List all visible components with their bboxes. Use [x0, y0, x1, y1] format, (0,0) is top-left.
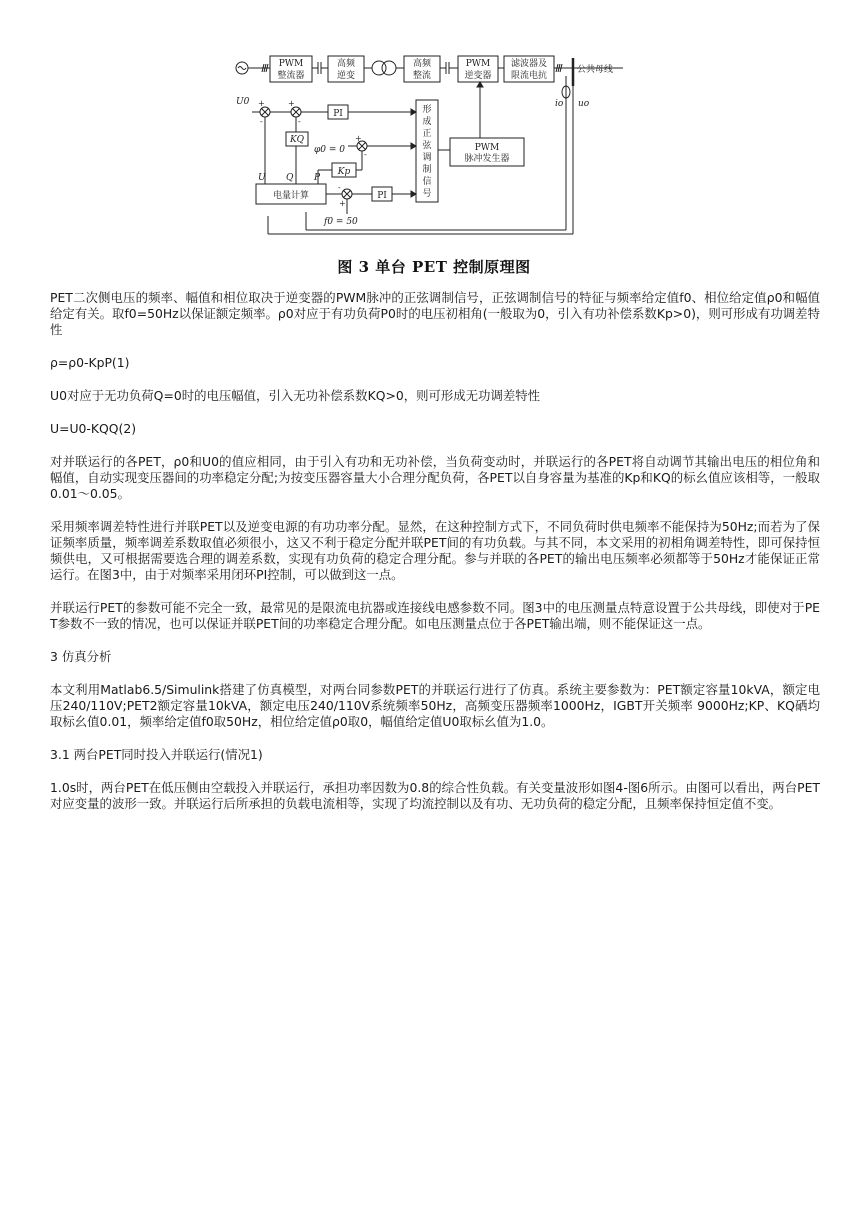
- kq-label: KQ: [289, 135, 305, 145]
- power-calc-label: 电量计算: [272, 191, 310, 201]
- figure-caption: 图 3 单台 PET 控制原理图: [337, 258, 531, 276]
- paragraph-reactive: U0对应于无功负荷Q=0时的电压幅值，引入无功补偿系数KQ>0，则可形成无功调差特性: [50, 388, 541, 403]
- kp-label: Kp: [337, 167, 351, 177]
- sum3-plus-sign: +: [355, 134, 362, 143]
- paragraph-parallel: 对并联运行的各PET，ρ0和U0的值应相同，由于引入有功和无功补偿，当负荷变动时，并联运行的各PET将自动调节其输出电压的相位角和幅值，自动实现变压器间的功率稳定分配;为按变压器容量大小合理分配负荷，各PET以自身容量为基准的Kp和KQ的标幺值应该相等，一般取0.01～0.05。: [50, 454, 820, 501]
- sine-signal-char-8: 号: [422, 189, 432, 199]
- pi-upper-label: PI: [333, 109, 343, 119]
- paragraph-intro: PET二次侧电压的频率、幅值和相位取决于逆变器的PWM脉冲的正弦调制信号，正弦调制信号的特征与频率给定值f0、相位给定值ρ0和幅值给定有关。取f0=50Hz以保证额定频率。ρ0对应于有功负荷P0时的电压初相角(一般取为0，引入有功补偿系数Kp>0)，则可形成有功调差特性: [50, 290, 820, 337]
- hf-rectifier-label-1: 高频: [412, 59, 432, 69]
- u-label: U: [258, 173, 266, 183]
- sum1-plus-sign: +: [258, 99, 265, 108]
- pwm-generator-label-2: 脉冲发生器: [464, 154, 510, 164]
- pwm-inverter-label-1: PWM: [465, 59, 491, 69]
- phi0-label: φ0 = 0: [314, 145, 346, 155]
- sine-signal-char-3: 正: [422, 129, 432, 139]
- paragraph-frequency: 采用频率调差特性进行并联PET以及逆变电源的有功功率分配。显然，在这种控制方式下，不同负荷时供电频率不能保持为50Hz;而若为了保证频率质量，频率调差系数取值必须很小，这又不利于稳定分配并联PET间的有功负载。与其不同，本文采用的初相角调差特性，即可保持恒频供电，又可根据需要选合理的调差系数，实现有功负荷的稳定合理分配。参与并联的各PET的输出电压频率必须都等于50Hz才能保证正常运行。在图3中，由于对频率采用闭环PI控制，可以做到这一点。: [50, 519, 820, 582]
- pi-lower-label: PI: [377, 191, 387, 201]
- paragraph-case1: 1.0s时，两台PET在低压侧由空载投入并联运行，承担功率因数为0.8的综合性负载。有关变量波形如图4-图6所示。由图可以看出，两台PET对应变量的波形一致。并联运行后所承担的负载电流相等，实现了均流控制以及有功、无功负荷的稳定分配，且频率保持恒定值不变。: [50, 780, 820, 811]
- article-body: [50, 290, 820, 829]
- sum2-plus-sign: +: [288, 99, 295, 108]
- sum4-plus-sign: +: [339, 199, 346, 208]
- io-label: io: [555, 99, 564, 109]
- equation-1: ρ=ρ0-KpP(1): [50, 355, 130, 370]
- filter-label-2: 限流电抗: [510, 71, 548, 81]
- sine-signal-char-7: 信: [422, 177, 432, 187]
- p-label: P: [314, 173, 321, 183]
- pwm-inverter-label-2: 逆变器: [464, 71, 492, 81]
- sine-signal-char-2: 成: [422, 117, 432, 127]
- sum1-minus-sign: -: [260, 117, 263, 126]
- bus-label: 公共母线: [577, 65, 614, 75]
- control-diagram-figure: [228, 54, 638, 254]
- sum2-minus-sign: -: [298, 117, 301, 126]
- pwm-generator-label-1: PWM: [474, 143, 500, 153]
- paragraph-parameters: 并联运行PET的参数可能不完全一致，最常见的是限流电抗器或连接线电感参数不同。图3中的电压测量点特意设置于公共母线，即使对于PET参数不一致的情况，也可以保证并联PET间的功率稳定合理分配。如电压测量点位于各PET输出端，则不能保证这一点。: [50, 600, 820, 631]
- subsection-heading-case1: 3.1 两台PET同时投入并联运行(情况1): [50, 747, 263, 762]
- hf-inverter-label-2: 逆变: [336, 71, 356, 81]
- pwm-rectifier-label-1: PWM: [278, 59, 304, 69]
- control-diagram: [228, 54, 638, 254]
- sum4-minus-sign: -: [338, 183, 341, 192]
- f0-label: f0 = 50: [324, 217, 358, 227]
- hf-rectifier-label-2: 整流: [412, 71, 432, 81]
- equation-2: U=U0-KQQ(2): [50, 421, 137, 436]
- sine-signal-char-4: 弦: [422, 141, 432, 151]
- sum3-minus-sign: -: [364, 150, 367, 159]
- sine-signal-char-1: 形: [422, 105, 432, 115]
- filter-label-1: 滤波器及: [510, 59, 548, 69]
- uo-label: uo: [578, 99, 590, 109]
- q-label: Q: [286, 173, 294, 183]
- pwm-rectifier-label-2: 整流器: [277, 71, 305, 81]
- hf-inverter-label-1: 高频: [336, 59, 356, 69]
- sine-signal-char-5: 调: [422, 153, 432, 163]
- section-heading-simulation: 3 仿真分析: [50, 649, 112, 664]
- sine-signal-char-6: 制: [422, 165, 432, 175]
- u0-label: U0: [236, 97, 250, 107]
- paragraph-simulation: 本文利用Matlab6.5/Simulink搭建了仿真模型，对两台同参数PET的并联运行进行了仿真。系统主要参数为：PET额定容量10kVA，额定电压240/110V;PET2额定容量10kVA，额定电压240/110V系统频率50Hz，高频变压器频率1000Hz，IGBT开关频率 9000Hz;KP、KQ硒均取标幺值0.01，频率给定值f0取50Hz，相位给定值ρ0取0，幅值给定值U0取标幺值为1.0。: [50, 682, 820, 729]
